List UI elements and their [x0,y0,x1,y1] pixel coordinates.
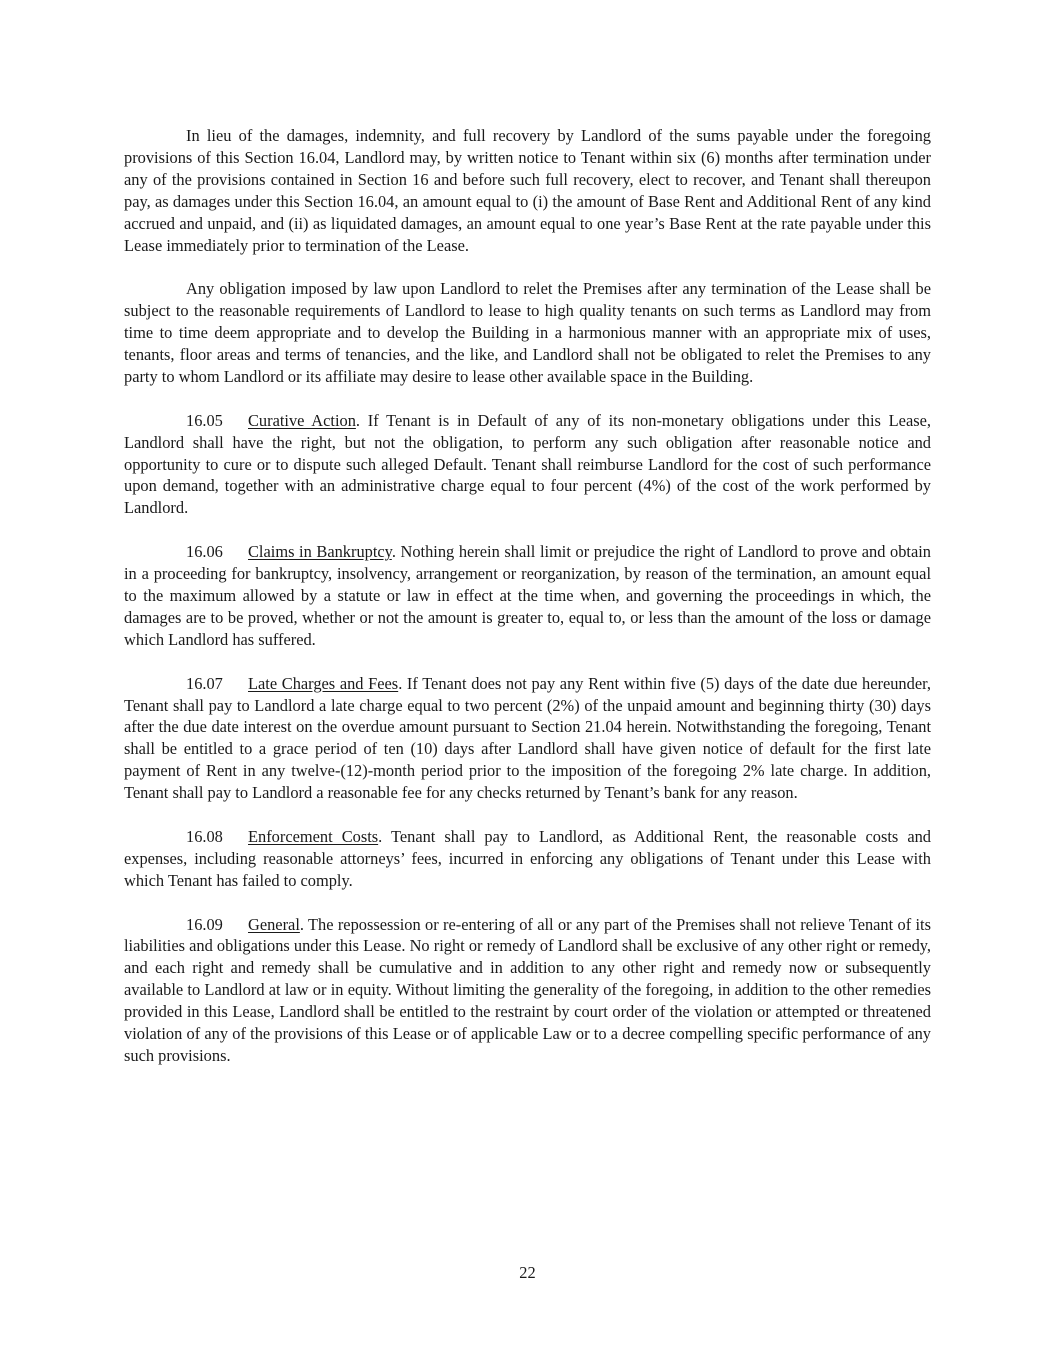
section-16-05 [124,410,931,520]
section-text: . If Tenant does not pay any Rent within five (5) days of the date due hereunder, Tenant shall pay to Landlord a late charge equal to two percent (2%) of the unpaid amount and beginning thirty (30) days after the due date interest on the overdue amount pursuant to Section 21.04 herein. Notwithstanding the foregoing, Tenant shall be entitled to a grace period of ten (10) days after Landlord shall have given notice of default for the first late payment of Rent in any twelve-(12)-month period prior to the imposition of the foregoing 2% late charge. In addition, Tenant shall pay to Landlord a reasonable fee for any checks returned by Tenant’s bank for any reason. [124,673,931,803]
section-16-07 [124,673,931,804]
section-title: Enforcement Costs [248,826,379,846]
section-text: . Tenant shall pay to Landlord, as Additional Rent, the reasonable costs and expenses, including reasonable attorneys’ fees, incurred in enforcing any obligations of Tenant under this Lease with which Tenant has failed to comply. [124,826,931,890]
section-text: . Nothing herein shall limit or prejudice the right of Landlord to prove and obtain in a proceeding for bankruptcy, insolvency, arrangement or reorganization, by reason of the termination, an amount equal to the maximum allowed by a statute or law in effect at the time when, and governing the proceedings in which, the damages are to be proved, whether or not the amount is greater to, equal to, or less than the amount of the loss or damage which Landlord has suffered. [124,542,931,649]
section-16-06 [124,541,931,651]
section-number: 16.06 [186,542,223,562]
section-title: Curative Action [248,410,356,430]
section-number: 16.08 [186,826,223,846]
document-body [124,125,931,1089]
section-text: . The repossession or re-entering of all or any part of the Premises shall not relieve Tenant of its liabilities and obligations under this Lease. No right or remedy of Landlord shall be exclusive of any other right or remedy, and each right and remedy shall be cumulative and in addition to any other right and remedy now or subsequently available to Landlord at law or in equity. Without limiting the generality of the foregoing, in addition to the other remedies provided in this Lease, Landlord shall be entitled to the restraint by court order of the violation or attempted or threatened violation of any of the provisions of this Lease or of applicable Law or to a decree compelling specific performance of any such provisions. [124,914,931,1065]
section-text: . If Tenant is in Default of any of its non-monetary obligations under this Lease, Landlord shall have the right, but not the obligation, to perform any such obligation after reasonable notice and opportunity to cure or to dispute such alleged Default. Tenant shall reimburse Landlord for the cost of such performance upon demand, together with an administrative charge equal to four percent (4%) of the cost of the work performed by Landlord. [124,410,931,518]
section-title: Claims in Bankruptcy [248,542,392,562]
page-number: 22 [519,1263,536,1282]
paragraph-text: Any obligation imposed by law upon Landlord to relet the Premises after any termination of the Lease shall be subject to the reasonable requirements of Landlord to lease to high quality tenants on such terms as Landlord may from time to time deem appropriate and to develop the Building in a harmonious manner with an appropriate mix of uses, tenants, floor areas and terms of tenancies, and the like, and Landlord shall not be obligated to relet the Premises to any party to whom Landlord or its affiliate may desire to lease other available space in the Building. [124,279,931,386]
section-number: 16.09 [186,914,223,934]
section-16-09 [124,914,931,1067]
paragraph-liquidated-damages [124,125,931,256]
paragraph-text: In lieu of the damages, indemnity, and full recovery by Landlord of the sums payable under the foregoing provisions of this Section 16.04, Landlord may, by written notice to Tenant within six (6) months after termination under any of the provisions contained in Section 16 and before such full recovery, elect to recover, and Tenant shall thereupon pay, as damages under this Section 16.04, an amount equal to (i) the amount of Base Rent and Additional Rent of any kind accrued and unpaid, and (ii) as liquidated damages, an amount equal to one year’s Base Rent at the rate payable under this Lease immediately prior to termination of the Lease. [124,126,931,255]
section-title: Late Charges and Fees [248,673,399,693]
section-number: 16.05 [186,410,223,430]
paragraph-relet-obligation [124,278,931,388]
section-number: 16.07 [186,673,223,693]
section-16-08 [124,826,931,892]
section-title: General [248,914,300,934]
